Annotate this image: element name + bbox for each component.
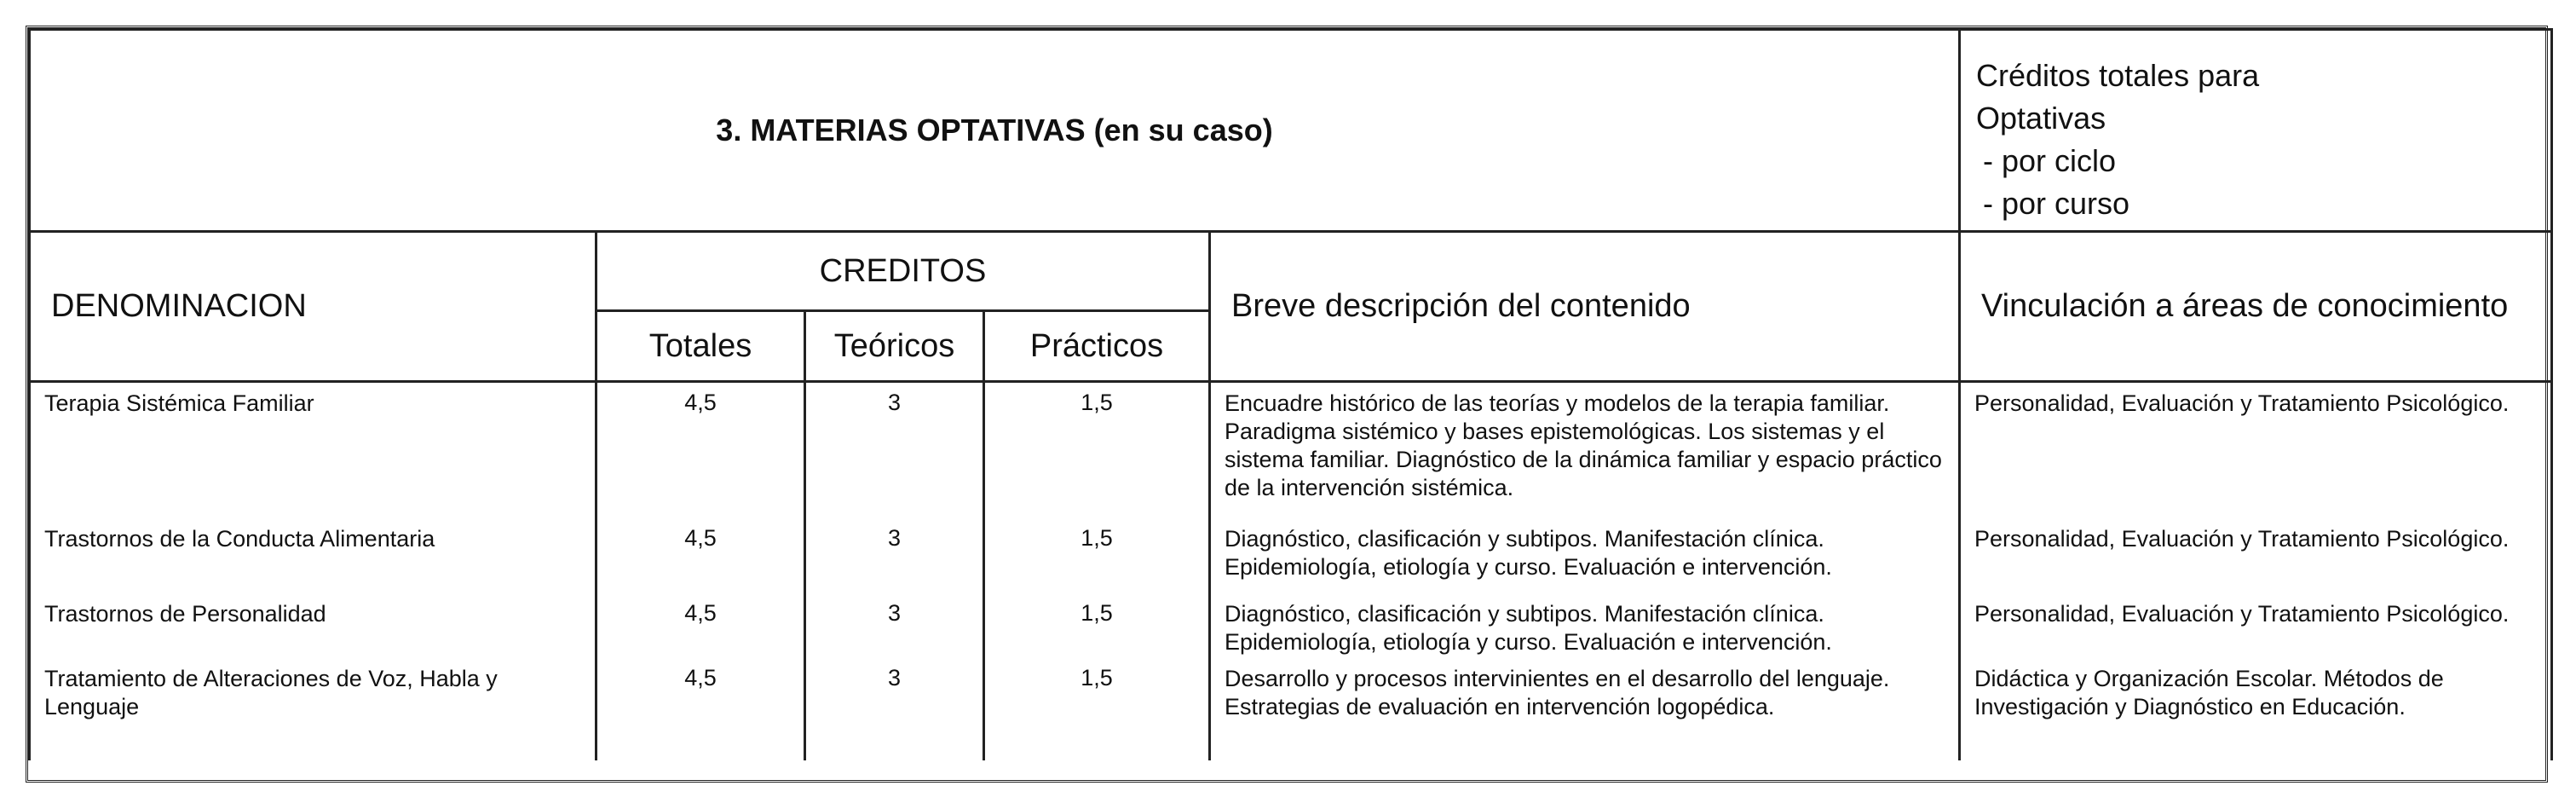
row-denominacion: Terapia Sistémica Familiar: [30, 382, 596, 518]
row-practicos: 1,5: [984, 382, 1210, 518]
optativas-line-3: - por ciclo: [1983, 143, 2117, 178]
row-descripcion: Diagnóstico, clasificación y subtipos. Manifestación clínica. Epidemiología, etiología y curso. Evaluación e intervención.: [1210, 593, 1960, 658]
row-practicos: 1,5: [984, 518, 1210, 593]
optativas-table-frame: [26, 26, 2548, 783]
table-row: [30, 658, 2552, 760]
row-teoricos: 3: [805, 382, 984, 518]
row-descripcion: Desarrollo y procesos intervinientes en el desarrollo del lenguaje. Estrategias de evaluación en intervención logopédica.: [1210, 658, 1960, 760]
row-denominacion: Tratamiento de Alteraciones de Voz, Habla y Lenguaje: [30, 658, 596, 760]
row-denominacion: Trastornos de Personalidad: [30, 593, 596, 658]
row-descripcion: Diagnóstico, clasificación y subtipos. Manifestación clínica. Epidemiología, etiología y curso. Evaluación e intervención.: [1210, 518, 1960, 593]
row-vinculacion: Personalidad, Evaluación y Tratamiento Psicológico.: [1960, 593, 2552, 658]
table-row: [30, 518, 2552, 593]
creditos-header: CREDITOS: [596, 232, 1210, 311]
optativas-line-1: Créditos totales para: [1976, 58, 2260, 93]
row-vinculacion: Personalidad, Evaluación y Tratamiento Psicológico.: [1960, 382, 2552, 518]
row-teoricos: 3: [805, 593, 984, 658]
optativas-line-2: Optativas: [1976, 101, 2106, 136]
descripcion-header: Breve descripción del contenido: [1210, 232, 1960, 382]
row-practicos: 1,5: [984, 658, 1210, 760]
totales-header: Totales: [596, 311, 805, 382]
table-row: [30, 382, 2552, 518]
row-vinculacion: Personalidad, Evaluación y Tratamiento Psicológico.: [1960, 518, 2552, 593]
row-vinculacion: Didáctica y Organización Escolar. Métodos de Investigación y Diagnóstico en Educación.: [1960, 658, 2552, 760]
section-title: 3. MATERIAS OPTATIVAS (en su caso): [30, 30, 1960, 232]
teoricos-header: Teóricos: [805, 311, 984, 382]
row-totales: 4,5: [596, 382, 805, 518]
optativas-table: [28, 28, 2553, 760]
vinculacion-header: Vinculación a áreas de conocimiento: [1960, 232, 2552, 382]
row-teoricos: 3: [805, 658, 984, 760]
row-denominacion: Trastornos de la Conducta Alimentaria: [30, 518, 596, 593]
table-row: [30, 593, 2552, 658]
row-practicos: 1,5: [984, 593, 1210, 658]
row-descripcion: Encuadre histórico de las teorías y modelos de la terapia familiar. Paradigma sistémico y bases epistemológicas. Los sistemas y el sistema familiar. Diagnóstico de la dinámica familiar y espacio práctico de la intervención sistémica.: [1210, 382, 1960, 518]
row-totales: 4,5: [596, 658, 805, 760]
row-totales: 4,5: [596, 518, 805, 593]
practicos-header: Prácticos: [984, 311, 1210, 382]
creditos-optativas-cell: [1960, 30, 2552, 232]
row-totales: 4,5: [596, 593, 805, 658]
denominacion-header: DENOMINACION: [30, 232, 596, 382]
row-teoricos: 3: [805, 518, 984, 593]
optativas-line-4: - por curso: [1983, 186, 2130, 221]
